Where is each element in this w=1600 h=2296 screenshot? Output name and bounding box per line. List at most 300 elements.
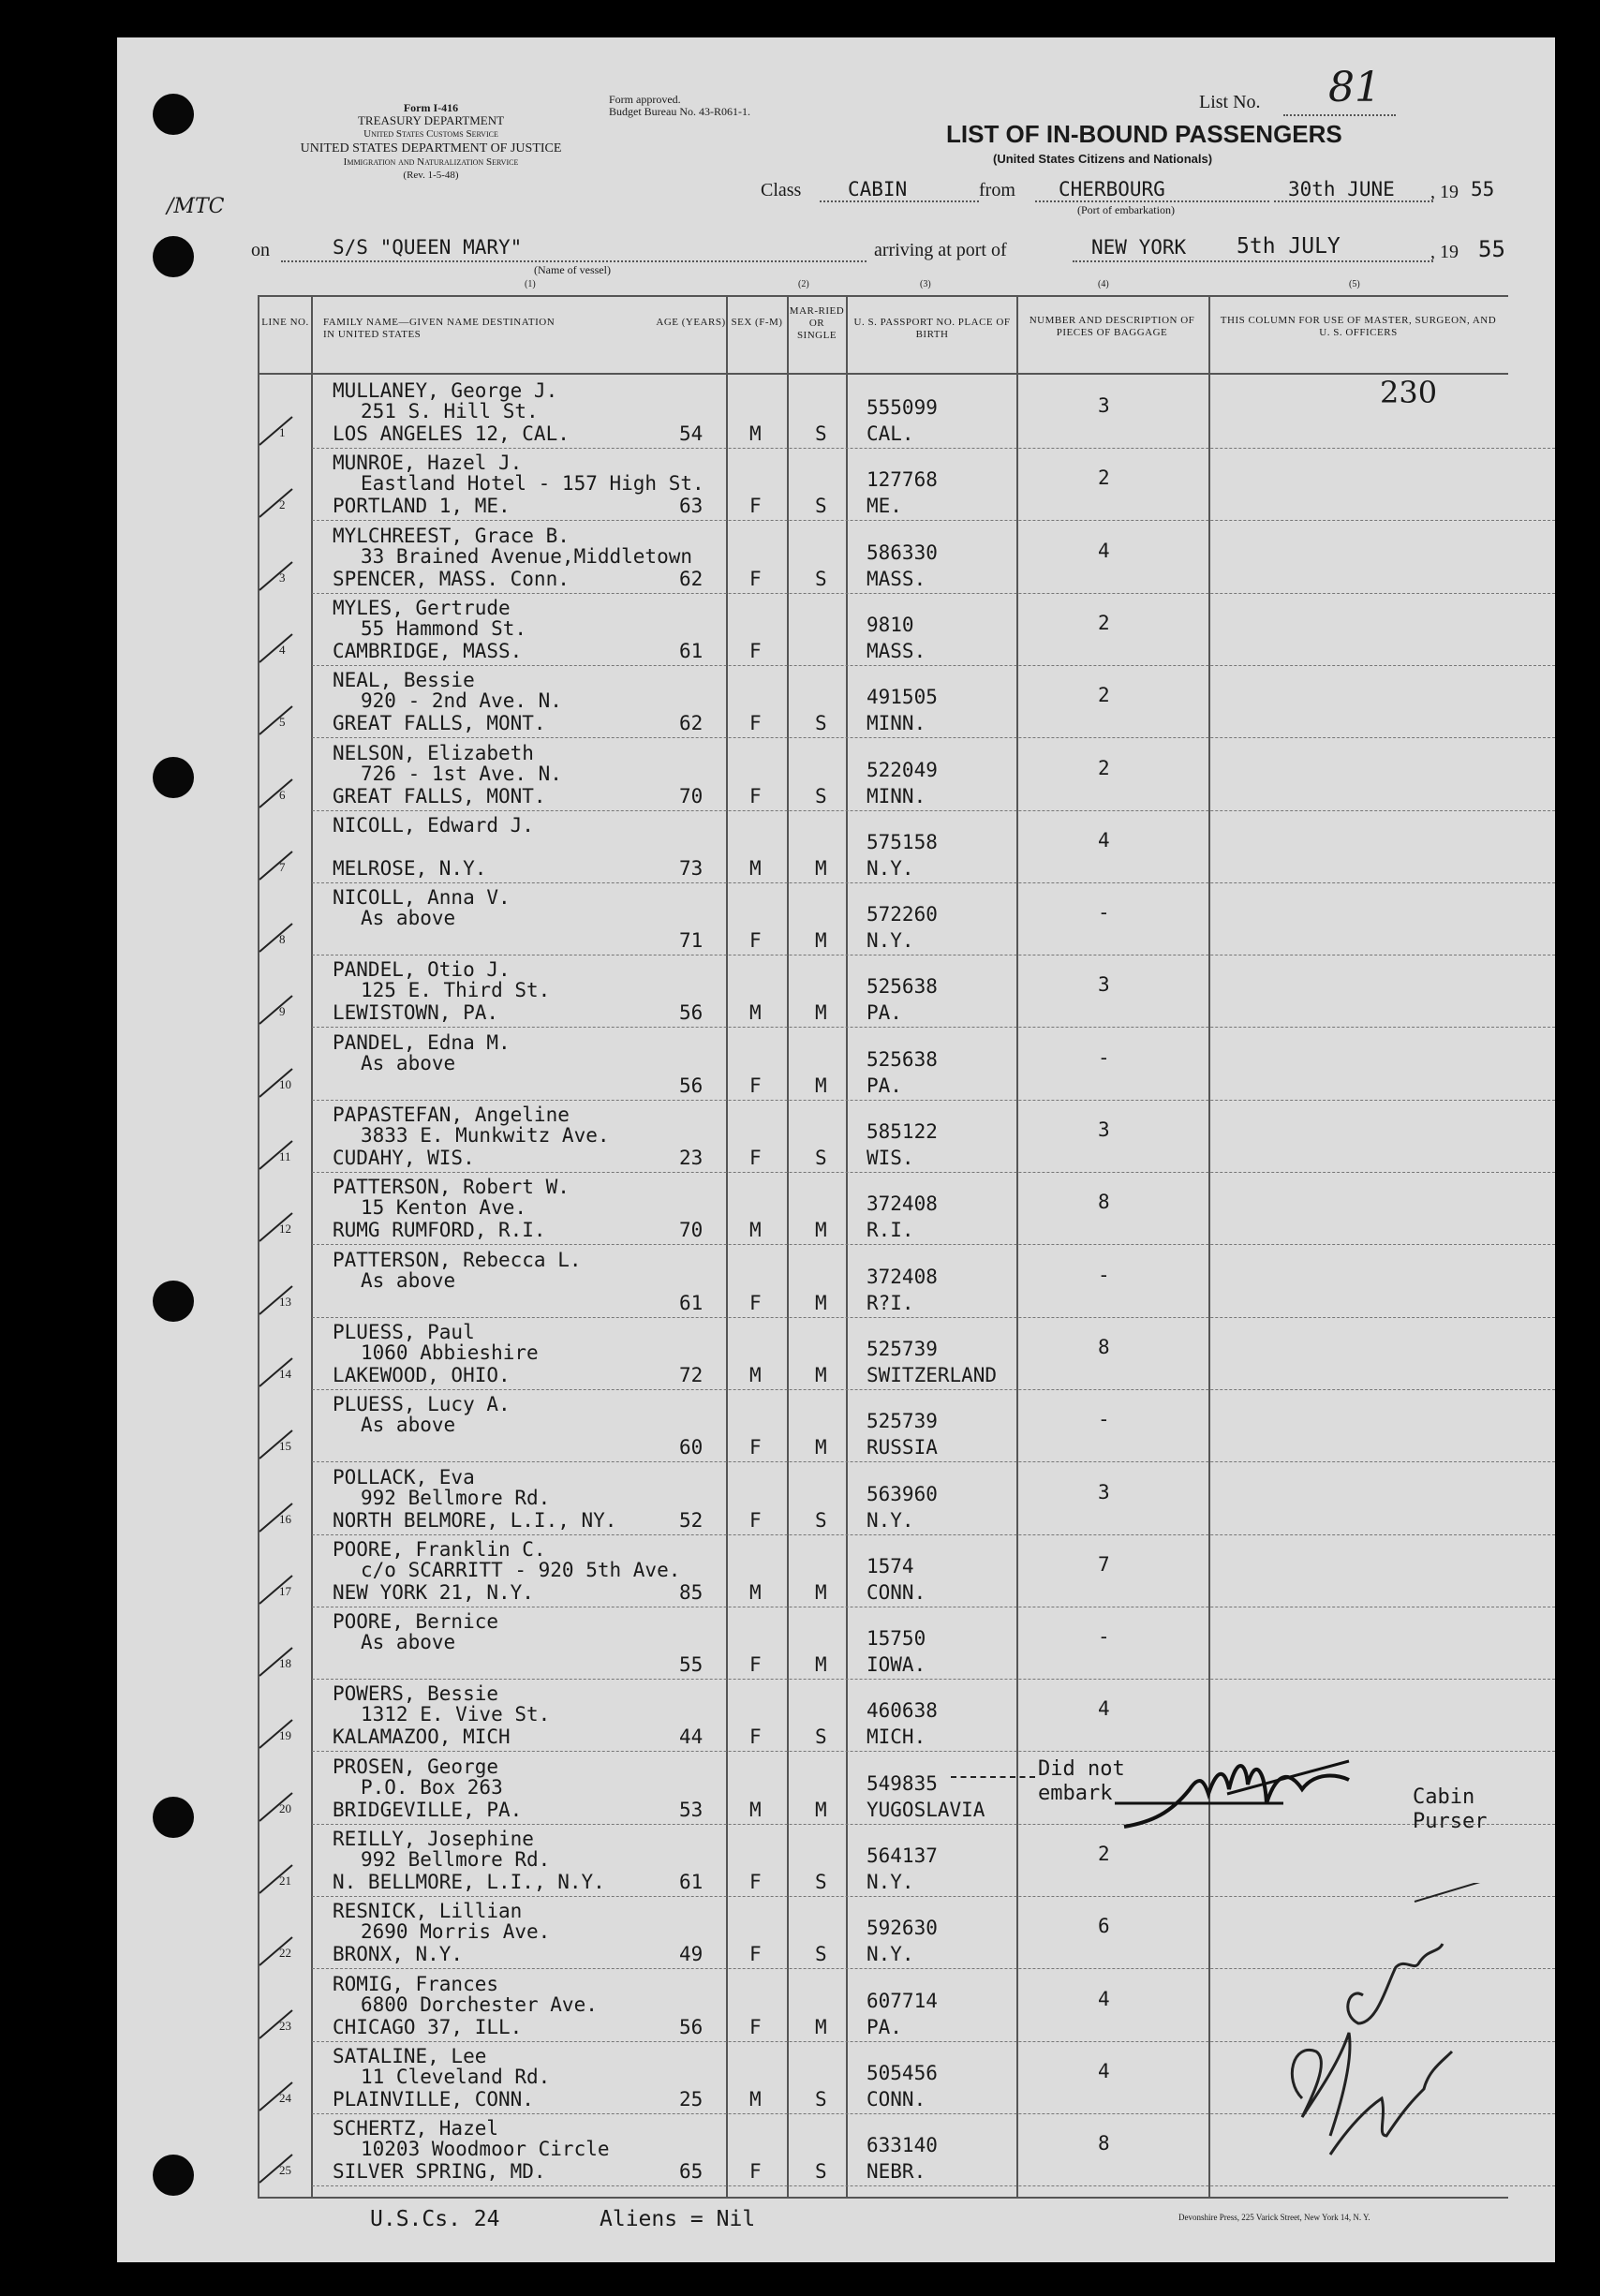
marital-status: M	[815, 1580, 827, 1604]
sex: F	[749, 1871, 762, 1893]
baggage-count: 4	[1098, 1987, 1110, 2010]
baggage-count: 3	[1098, 1118, 1110, 1141]
passport-number: 460638	[867, 1699, 938, 1723]
address-line: 2690 Morris Ave.	[361, 1920, 551, 1944]
marital-status: M	[815, 2015, 827, 2038]
sex: F	[749, 1291, 762, 1314]
place-of-birth: SWITZERLAND	[867, 1363, 998, 1386]
passport-number: 15750	[867, 1627, 926, 1651]
marital-status: S	[815, 2087, 827, 2111]
marital-status: S	[815, 712, 827, 735]
line-number: 16	[279, 1511, 291, 1526]
sex: F	[749, 1943, 762, 1966]
passport-number: 522049	[867, 758, 938, 781]
age: 62	[679, 567, 704, 590]
passport-number: 9810	[867, 613, 914, 636]
destination: CUDAHY, WIS.	[333, 1147, 475, 1169]
passport-number: 575158	[867, 830, 938, 853]
marital-status: S	[815, 784, 827, 807]
marital-status: S	[815, 1726, 827, 1749]
arrival-underline	[1073, 260, 1433, 262]
page-subtitle: (United States Citizens and Nationals)	[993, 152, 1213, 166]
year-value: 55	[1471, 178, 1495, 200]
baggage-count: 4	[1098, 539, 1110, 562]
baggage-count: -	[1098, 1045, 1110, 1069]
customs-service: United States Customs Service	[363, 128, 498, 140]
table-row	[0, 739, 1600, 811]
from-value: CHERBOURG	[1059, 178, 1165, 200]
sex: F	[749, 1726, 762, 1749]
marital-status: M	[815, 1363, 827, 1386]
sex: F	[749, 929, 762, 953]
destination: SILVER SPRING, MD.	[333, 2160, 546, 2184]
place-of-birth: MASS.	[867, 567, 926, 590]
col-header-baggage: NUMBER AND DESCRIPTION OF PIECES OF BAGGAGE	[1029, 315, 1195, 338]
row-separator	[312, 2185, 1555, 2186]
check-mark-icon	[255, 1064, 311, 1102]
passport-number: 505456	[867, 2061, 938, 2084]
address-line: 726 - 1st Ave. N.	[361, 762, 562, 785]
address-line: 1312 E. Vive St.	[361, 1703, 551, 1726]
sex: M	[749, 1219, 762, 1242]
line-number: 17	[279, 1583, 291, 1598]
sex: M	[749, 1580, 762, 1604]
place-of-birth: CAL.	[867, 422, 914, 445]
revision-date: (Rev. 1-5-48)	[403, 170, 459, 181]
form-identification	[309, 101, 553, 141]
baggage-count: -	[1098, 901, 1110, 925]
check-mark-icon	[255, 1571, 311, 1608]
sex: M	[749, 422, 762, 445]
check-mark-icon	[255, 1281, 311, 1319]
vessel-note: (Name of vessel)	[534, 263, 611, 276]
age: 56	[679, 2015, 704, 2038]
age: 71	[679, 929, 704, 953]
check-mark-icon	[255, 1354, 311, 1391]
baggage-count: 4	[1098, 1697, 1110, 1721]
aliens-count: Aliens = Nil	[600, 2207, 756, 2231]
passenger-name: ROMIG, Frances	[333, 1972, 499, 1995]
passport-number: 586330	[867, 541, 938, 564]
passenger-name: NELSON, Elizabeth	[333, 741, 534, 764]
passport-number: 372408	[867, 1192, 938, 1216]
passenger-name: PANDEL, Edna M.	[333, 1030, 511, 1054]
address-line: 992 Bellmore Rd.	[361, 1486, 551, 1509]
passenger-name: REILLY, Josephine	[333, 1828, 534, 1850]
passenger-name: POORE, Franklin C.	[333, 1537, 546, 1561]
marital-status: M	[815, 1436, 827, 1459]
check-mark-icon	[255, 1208, 311, 1246]
age: 53	[679, 1798, 704, 1821]
marital-status: S	[815, 1147, 827, 1169]
address-line: As above	[361, 1268, 456, 1292]
page-title: LIST OF IN-BOUND PASSENGERS	[946, 120, 1342, 148]
address-line: P.O. Box 263	[361, 1775, 503, 1799]
check-mark-icon	[255, 1933, 311, 1970]
place-of-birth: MASS.	[867, 639, 926, 662]
passport-number: 549835	[867, 1771, 938, 1795]
baggage-count: 2	[1098, 1843, 1110, 1865]
place-of-birth: CONN.	[867, 1580, 926, 1604]
vessel-underline	[281, 260, 867, 262]
line-number: 9	[279, 1004, 286, 1019]
sex: F	[749, 1508, 762, 1532]
table-row	[0, 1463, 1600, 1535]
passport-number: 607714	[867, 1989, 938, 2012]
margin-note: /MTC	[167, 195, 225, 218]
destination: CHICAGO 37, ILL.	[333, 2015, 523, 2038]
age: 23	[679, 1147, 704, 1169]
address-line: 6800 Dorchester Ave.	[361, 1992, 598, 2016]
inspector-signature	[1274, 1883, 1518, 2164]
marital-status: M	[815, 929, 827, 953]
printer-imprint: Devonshire Press, 225 Varick Street, New York 14, N. Y.	[1178, 2213, 1370, 2222]
ins-service: Immigration and Naturalization Service	[343, 156, 519, 168]
did-not-embark-note	[1038, 1757, 1125, 1806]
col-number: (1)	[525, 279, 536, 289]
place-of-birth: MINN.	[867, 784, 926, 807]
place-of-birth: N.Y.	[867, 929, 914, 953]
sex: M	[749, 856, 762, 880]
baggage-count: 2	[1098, 756, 1110, 779]
arrival-date: 5th JULY	[1237, 234, 1341, 259]
cabin-text: Cabin	[1413, 1785, 1475, 1809]
marital-status: S	[815, 2160, 827, 2184]
passenger-name: PROSEN, George	[333, 1755, 499, 1778]
line-number: 4	[279, 642, 286, 657]
address-line: 920 - 2nd Ave. N.	[361, 689, 562, 713]
place-of-birth: PA.	[867, 1001, 902, 1025]
marital-status: M	[815, 1798, 827, 1821]
col-header-line-no: LINE NO.	[261, 317, 309, 328]
passport-number: 525638	[867, 975, 938, 999]
sex: F	[749, 1074, 762, 1097]
place-of-birth: PA.	[867, 1074, 902, 1097]
destination: SPENCER, MASS. Conn.	[333, 567, 570, 590]
marital-status: M	[815, 1653, 827, 1677]
embark-date: 30th JUNE	[1288, 178, 1395, 200]
sex: M	[749, 2087, 762, 2111]
destination: N. BELLMORE, L.I., N.Y.	[333, 1871, 605, 1893]
check-mark-icon	[255, 2150, 311, 2187]
passport-number: 525638	[867, 1047, 938, 1071]
table-row	[0, 522, 1600, 594]
justice-department: UNITED STATES DEPARTMENT OF JUSTICE	[300, 141, 562, 156]
age: 63	[679, 495, 704, 518]
marital-status: S	[815, 1871, 827, 1893]
check-mark-icon	[255, 919, 311, 956]
table-row	[0, 1173, 1600, 1245]
line-number: 13	[279, 1294, 291, 1309]
baggage-count: 4	[1098, 2059, 1110, 2082]
table-row	[0, 1390, 1600, 1462]
table-row	[0, 955, 1600, 1028]
list-no-value: 81	[1328, 64, 1381, 111]
passenger-name: NEAL, Bessie	[333, 669, 475, 692]
destination: KALAMAZOO, MICH	[333, 1726, 511, 1749]
address-line: 33 Brained Avenue,Middletown	[361, 544, 693, 568]
check-mark-icon	[255, 412, 311, 450]
destination: RUMG RUMFORD, R.I.	[333, 1219, 546, 1242]
check-mark-icon	[255, 1860, 311, 1898]
list-no-underline	[1283, 114, 1396, 116]
age: 73	[679, 856, 704, 880]
date-underline	[1274, 200, 1433, 202]
passenger-name: PAPASTEFAN, Angeline	[333, 1104, 570, 1126]
check-mark-icon	[255, 2078, 311, 2115]
age: 65	[679, 2160, 704, 2184]
age: 54	[679, 422, 704, 445]
passenger-name: MUNROE, Hazel J.	[333, 452, 523, 475]
sex: F	[749, 1147, 762, 1169]
line-number: 25	[279, 2163, 291, 2178]
age: 60	[679, 1436, 704, 1459]
passenger-name: NICOLL, Edward J.	[333, 813, 534, 837]
place-of-birth: ME.	[867, 495, 902, 518]
line-number: 21	[279, 1874, 291, 1888]
col-number: (3)	[920, 279, 931, 289]
form-approved-text: Form approved.	[609, 93, 681, 106]
table-row	[0, 666, 1600, 738]
place-of-birth: RUSSIA	[867, 1436, 938, 1459]
place-of-birth: R?I.	[867, 1291, 914, 1314]
line-number: 2	[279, 497, 286, 512]
passport-number: 127768	[867, 468, 938, 492]
passport-number: 564137	[867, 1844, 938, 1867]
arriving-label: arriving at port of	[874, 240, 1007, 260]
table-row	[0, 1029, 1600, 1101]
passenger-name: PLUESS, Lucy A.	[333, 1393, 511, 1416]
marital-status: M	[815, 1001, 827, 1025]
address-line: As above	[361, 1414, 456, 1437]
age: 61	[679, 639, 704, 662]
address-line: 3833 E. Munkwitz Ave.	[361, 1124, 610, 1147]
punch-hole	[153, 236, 194, 277]
place-of-birth: R.I.	[867, 1219, 914, 1242]
col-header-sex: SEX (F-M)	[731, 317, 783, 328]
col-header-passport: U. S. PASSPORT NO. PLACE OF BIRTH	[853, 317, 1011, 340]
cabin-purser-title	[1413, 1785, 1487, 1834]
col-header-married: MAR-RIED OR SINGLE	[789, 305, 845, 341]
passport-number: 555099	[867, 396, 938, 419]
passport-number: 525739	[867, 1337, 938, 1360]
passenger-name: SCHERTZ, Hazel	[333, 2117, 499, 2140]
baggage-count: 2	[1098, 684, 1110, 707]
form-approval	[609, 94, 750, 118]
line-number: 11	[279, 1149, 291, 1163]
baggage-count: 8	[1098, 2132, 1110, 2155]
sex: F	[749, 2160, 762, 2184]
marital-status: M	[815, 856, 827, 880]
baggage-count: -	[1098, 1625, 1110, 1649]
table-row	[0, 1101, 1600, 1173]
col-header-age: AGE (YEARS)	[656, 317, 726, 328]
table-row	[0, 1607, 1600, 1680]
age: 61	[679, 1871, 704, 1893]
passenger-name: MYLES, Gertrude	[333, 596, 511, 619]
marital-status: S	[815, 495, 827, 518]
passport-number: 372408	[867, 1265, 938, 1288]
destination: BRIDGEVILLE, PA.	[333, 1798, 523, 1821]
line-number: 8	[279, 932, 286, 947]
check-mark-icon	[255, 2006, 311, 2043]
destination: NEW YORK 21, N.Y.	[333, 1580, 534, 1604]
address-line: 1060 Abbieshire	[361, 1341, 539, 1364]
table-header-border	[258, 373, 1508, 375]
destination: NORTH BELMORE, L.I., NY.	[333, 1508, 617, 1532]
destination: LOS ANGELES 12, CAL.	[333, 422, 570, 445]
baggage-count: 4	[1098, 828, 1110, 852]
table-row	[0, 811, 1600, 883]
check-mark-icon	[255, 1426, 311, 1463]
passenger-name: POWERS, Bessie	[333, 1682, 499, 1706]
check-mark-icon	[255, 847, 311, 884]
place-of-birth: WIS.	[867, 1147, 914, 1169]
justice-block	[248, 142, 614, 182]
passport-number: 1574	[867, 1554, 914, 1578]
line-number: 10	[279, 1076, 291, 1091]
age: 56	[679, 1074, 704, 1097]
place-of-birth: N.Y.	[867, 1871, 914, 1893]
table-bottom-border	[258, 2197, 1508, 2199]
age: 72	[679, 1363, 704, 1386]
destination: PORTLAND 1, ME.	[333, 495, 511, 518]
class-underline	[820, 200, 979, 202]
destination: BRONX, N.Y.	[333, 1943, 464, 1966]
address-line: 15 Kenton Ave.	[361, 1196, 527, 1220]
check-mark-icon	[255, 1715, 311, 1753]
age: 70	[679, 784, 704, 807]
line-number: 1	[279, 425, 286, 439]
age: 49	[679, 1943, 704, 1966]
address-line: c/o SCARRITT - 920 5th Ave.	[361, 1558, 681, 1581]
check-mark-icon	[255, 1643, 311, 1681]
check-mark-icon	[255, 1136, 311, 1174]
age: 61	[679, 1291, 704, 1314]
marital-status: M	[815, 1219, 827, 1242]
class-value: CABIN	[848, 178, 908, 200]
marital-status: S	[815, 567, 827, 590]
check-mark-icon	[255, 557, 311, 595]
arrival-year-prefix: , 19	[1430, 242, 1459, 262]
passenger-name: MYLCHREEST, Grace B.	[333, 524, 570, 547]
sex: F	[749, 712, 762, 735]
age: 55	[679, 1653, 704, 1677]
address-line: 10203 Woodmoor Circle	[361, 2138, 610, 2161]
vessel-name: S/S "QUEEN MARY"	[333, 236, 523, 259]
sex: F	[749, 495, 762, 518]
sex: M	[749, 1363, 762, 1386]
marital-status: S	[815, 422, 827, 445]
baggage-count: 3	[1098, 1480, 1110, 1504]
col-number: (4)	[1098, 279, 1109, 289]
sex: F	[749, 1436, 762, 1459]
place-of-birth: YUGOSLAVIA	[867, 1798, 985, 1821]
passenger-name: POORE, Bernice	[333, 1610, 499, 1634]
col-number: (2)	[798, 279, 809, 289]
destination: LAKEWOOD, OHIO.	[333, 1363, 511, 1386]
did-not-text: Did not	[1038, 1757, 1125, 1781]
sex: F	[749, 2015, 762, 2038]
col-header-officers: THIS COLUMN FOR USE OF MASTER, SURGEON, AND U. S. OFFICERS	[1220, 315, 1497, 338]
budget-bureau-text: Budget Bureau No. 43-R061-1.	[609, 105, 750, 118]
punch-hole	[153, 94, 194, 135]
line-number: 6	[279, 787, 286, 802]
place-of-birth: N.Y.	[867, 1508, 914, 1532]
age: 70	[679, 1219, 704, 1242]
age: 52	[679, 1508, 704, 1532]
place-of-birth: PA.	[867, 2015, 902, 2038]
col-header-name: FAMILY NAME—GIVEN NAME DESTINATION IN UNITED STATES	[323, 317, 556, 340]
baggage-count: 3	[1098, 973, 1110, 997]
age: 62	[679, 712, 704, 735]
passenger-name: PLUESS, Paul	[333, 1320, 475, 1343]
passenger-name: NICOLL, Anna V.	[333, 886, 511, 910]
officer-note-count: 230	[1380, 375, 1438, 410]
list-no-label: List No.	[1199, 92, 1261, 112]
baggage-count: 6	[1098, 1915, 1110, 1938]
address-line: As above	[361, 907, 456, 930]
place-of-birth: IOWA.	[867, 1653, 926, 1677]
line-number: 14	[279, 1366, 291, 1381]
baggage-count: 7	[1098, 1552, 1110, 1576]
address-line: 55 Hammond St.	[361, 616, 527, 640]
check-mark-icon	[255, 630, 311, 667]
age: 56	[679, 1001, 704, 1025]
baggage-count: 2	[1098, 467, 1110, 490]
sex: F	[749, 567, 762, 590]
treasury-department: TREASURY DEPARTMENT	[357, 113, 505, 127]
table-row	[0, 1318, 1600, 1390]
place-of-birth: CONN.	[867, 2087, 926, 2111]
address-line: 251 S. Hill St.	[361, 400, 539, 422]
line-number: 5	[279, 715, 286, 730]
place-of-birth: MINN.	[867, 712, 926, 735]
us-citizens-count: U.S.Cs. 24	[370, 2207, 500, 2231]
age: 44	[679, 1726, 704, 1749]
passenger-name: POLLACK, Eva	[333, 1465, 475, 1489]
passport-number: 585122	[867, 1120, 938, 1143]
table-row	[0, 1535, 1600, 1607]
table-row	[0, 1246, 1600, 1318]
passenger-name: PATTERSON, Robert W.	[333, 1176, 570, 1199]
passenger-name: PATTERSON, Rebecca L.	[333, 1248, 582, 1271]
address-line: Eastland Hotel - 157 High St.	[361, 472, 704, 496]
address-line: 992 Bellmore Rd.	[361, 1848, 551, 1871]
table-top-border	[258, 295, 1508, 297]
port-embark-note: (Port of embarkation)	[1077, 203, 1175, 216]
class-label: Class	[761, 180, 802, 200]
address-line: 11 Cleveland Rd.	[361, 2065, 551, 2088]
table-row	[0, 377, 1600, 449]
line-number: 3	[279, 570, 286, 585]
sex: F	[749, 784, 762, 807]
passport-number: 633140	[867, 2134, 938, 2157]
marital-status: M	[815, 1291, 827, 1314]
line-number: 12	[279, 1222, 291, 1237]
table-row	[0, 883, 1600, 955]
baggage-count: -	[1098, 1408, 1110, 1431]
check-mark-icon	[255, 702, 311, 739]
passenger-name: MULLANEY, George J.	[333, 379, 558, 402]
line-number: 19	[279, 1728, 291, 1743]
age: 25	[679, 2087, 704, 2111]
place-of-birth: N.Y.	[867, 1943, 914, 1966]
from-underline	[1035, 200, 1269, 202]
sex: F	[749, 1653, 762, 1677]
line-number: 15	[279, 1439, 291, 1454]
passport-number: 572260	[867, 903, 938, 926]
